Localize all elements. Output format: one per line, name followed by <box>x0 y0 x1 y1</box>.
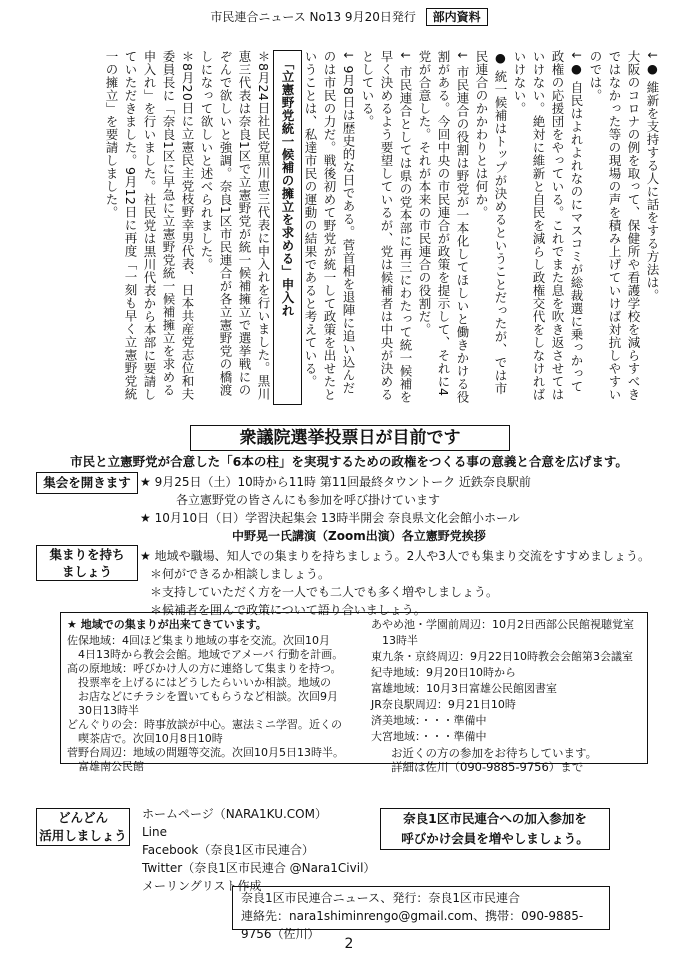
join-line-1: 奈良1区市民連合への加入参加を <box>403 811 587 826</box>
column-3: ↓● 自民はよれよれなのにマスコミが総裁選に乗っかって政権の応援団をやっている。これでまた息を吹き返させてはいけない。絶対に維新と自民を減らし政権交代をしなければいけない。 <box>512 50 584 401</box>
column-7: ↓ 9月8日は歴史的な日である。菅首相を退陣に追い込んだのは市民の力だ。戦後初めて野党が統一して政策を出せたということは、私達市民の運動の結果であると考えている。 <box>303 50 356 401</box>
join-box <box>380 808 610 850</box>
mailing-list: メーリングリスト作成 <box>142 879 262 893</box>
gather-label-line1: 集まりを持ち <box>49 547 125 562</box>
area-left-8: 菅野台周辺：地域の問題等交流。次回10月5日13時半。 <box>67 746 344 759</box>
gather-line-1: ★ 地域や職場、知人での集まりを持ちましょう。2人や3人でも集まり交流をすすめましょう。 <box>140 549 650 563</box>
meeting-event-2: ★ 10月10日（日）学習決起集会 13時半開会 奈良県文化会館小ホール <box>140 511 520 525</box>
local-groups-box <box>60 612 648 774</box>
area-left-1: 4日13時から教会会館。地域でアメーバ 行動を計画。 <box>67 648 344 661</box>
election-title: 衆議院選挙投票日が目前です <box>190 425 510 451</box>
area-left-3: 投票率を上げるにはどうしたらいいか相談。地域の <box>67 676 331 689</box>
column-1: ↓● 維新を支持する人に話をする方法は。 <box>645 50 660 302</box>
meeting-event-2-note: 中野晃一氏講演（Zoom出演）各立憲野党挨拶 <box>232 529 486 543</box>
area-right-2: 東九条・京終周辺：9月22日10時教会会館第3会議室 <box>371 650 633 663</box>
facebook-link[interactable]: Facebook（奈良1区市民連合） <box>142 843 315 857</box>
column-5: ↓ 市民連合の役割は野党が一本化してほしいと働きかける役割がある。今回中央の市民連合が政策を提示して、それに4党が合意した。それが本来の市民連合の役割だ。 <box>417 50 470 404</box>
homepage-link[interactable]: ホームページ（NARA1KU.COM） <box>142 807 327 821</box>
footer-line-1: 奈良1区市民連合ニュース、発行：奈良1区市民連合 <box>241 891 521 905</box>
petition-p1: ＊8月24日社民党黒川恵三代表に申入れを行いました。黒川恵三代表は奈良1区で立憲野党が統一候補擁立で選挙戦にのぞんで欲しいと強調。奈良1区市民連合が各立憲野党の橋渡しになって欲しいと述べられました。 <box>199 50 271 401</box>
petition-title: 「立憲野党統一候補の擁立を求める」申入れ <box>273 50 302 405</box>
area-left-6: どんぐりの会：時事放談が中心。憲法ミニ学習。近くの <box>67 718 342 731</box>
area-left-2: 高の原地域：呼びかけ人の方に連絡して集まりを持つ。 <box>67 662 342 675</box>
footer-line-2: 連絡先：nara1shiminrengo@gmail.com、携帯：090-9885-9756（佐川） <box>241 909 584 941</box>
header-title: 市民連合ニュース No13 9月20日発行 <box>210 10 416 24</box>
area-right-1: 13時半 <box>371 634 418 647</box>
meeting-event-1: ★ 9月25日（土）10時から11時 第11回最終タウントーク 近鉄奈良駅前 <box>140 475 531 489</box>
area-left-4: お店などにチラシを置いてもらうなど相談。次回9月 <box>67 690 338 703</box>
page-number: 2 <box>344 936 354 952</box>
gather-line-4: ＊候補者を囲んで政策について語り合いましょう。 <box>150 603 426 617</box>
meeting-event-1-note: 各立憲野党の皆さんにも参加を呼び掛けています <box>176 493 441 507</box>
gather-label <box>36 545 138 581</box>
discussion-column <box>303 50 662 405</box>
area-right-4: 富雄地域：10月3日富雄公民館図書室 <box>371 682 557 695</box>
column-2: 大阪のコロナの例を取って、保健所や看護学校を減らすべきではなかった等の現場の声を積み上げていけば対抗しやすいのでは。 <box>588 50 641 401</box>
line-link[interactable]: Line <box>142 825 168 839</box>
gather-label-line2: ましょう <box>61 564 112 579</box>
media-label-line1: どんどん <box>57 810 108 825</box>
gather-line-3: ＊支持していただく方を一人でも二人でも多く増やしましょう。 <box>150 585 499 599</box>
area-right-0: あやめ池・学園前周辺：10月2日西部公民館視聴覚室 <box>371 618 634 631</box>
area-left-7: 喫茶店で。次回10月8日10時 <box>67 732 223 745</box>
area-right-6: 済美地域：・・・準備中 <box>371 714 487 727</box>
petition-box <box>56 50 302 405</box>
area-left-9: 富雄南公民館 <box>67 760 144 773</box>
area-right-3: 紀寺地域：9月20日10時から <box>371 666 516 679</box>
internal-badge: 部内資料 <box>426 8 488 26</box>
election-subtitle: 市民と立憲野党が合意した「6本の柱」を実現するための政権をつくる事の意義と合意を広げます。 <box>70 454 628 469</box>
area-right-7: 大宮地域：・・・準備中 <box>371 730 487 743</box>
invite-line-1: お近くの方の参加をお待ちしています。 <box>391 746 598 760</box>
media-label <box>36 808 130 846</box>
gather-line-2: ＊何ができるか相談しましょう。 <box>150 567 331 581</box>
column-6: ↓ 市民連合としては県の党本部に再三にわたって統一候補を早く決めるよう要望しているが、党は候補者は中央が決めるとしている。 <box>360 50 413 404</box>
twitter-link[interactable]: Twitter（奈良1区市民連合 @Nara1Civil） <box>142 861 376 875</box>
invite-line-2: 詳細は佐川（090-9885-9756）まで <box>391 760 584 774</box>
news-header <box>0 8 698 25</box>
media-label-line2: 活用しましょう <box>39 828 127 843</box>
column-4: ● 統一候補はトップが決めるということだったが、では市民連合のかかわりとは何か。 <box>474 50 508 395</box>
local-groups-heading: ★ 地域での集まりが出来てきています。 <box>67 618 267 631</box>
area-right-5: JR奈良駅周辺：9月21日10時 <box>371 698 516 711</box>
footer-box <box>232 886 610 941</box>
join-line-2: 呼びかけ会員を増やしましょう。 <box>401 831 589 846</box>
meetings-label: 集会を開きます <box>36 472 138 494</box>
area-left-0: 佐保地域：4回ほど集まり地域の事を交流。次回10月 <box>67 634 330 647</box>
petition-p2: ＊8月20日に立憲民主党枝野幸男代表、日本共産党志位和夫委員長に「奈良1区に早急に立憲野党統一候補擁立を求める申入れ」を行いました。社民党は黒川代表から本部に要請していただきました。9月12日に再度「一刻も早く立憲野党統一の擁立」を要請しました。 <box>104 50 195 401</box>
area-left-5: 30日13時半 <box>67 704 139 717</box>
